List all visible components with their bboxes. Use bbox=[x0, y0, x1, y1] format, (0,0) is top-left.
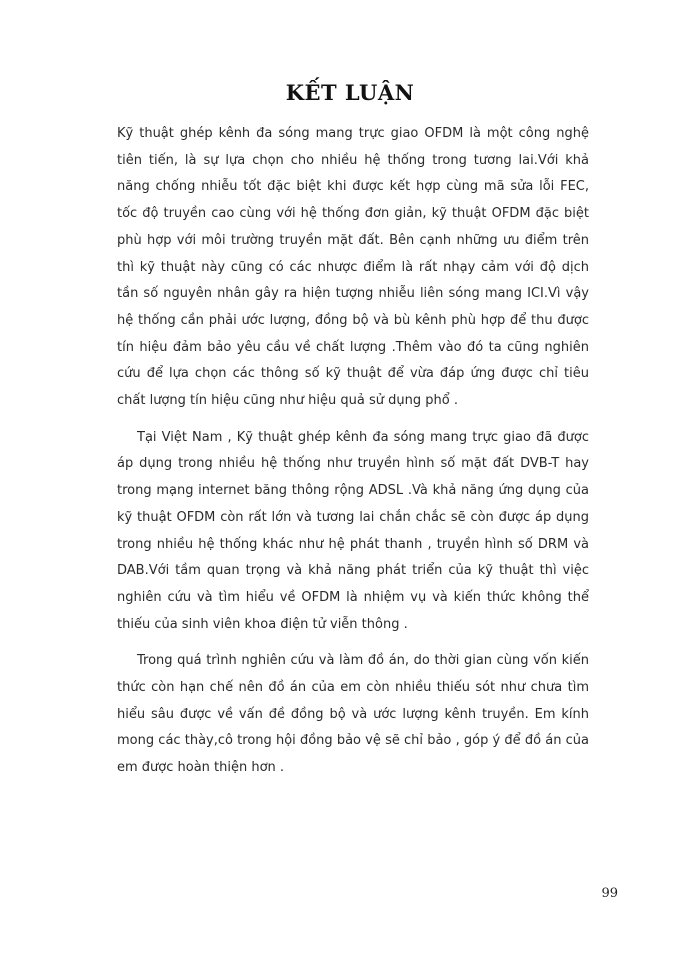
page-number: 99 bbox=[601, 886, 618, 901]
paragraph-conclusion-2: Tại Việt Nam , Kỹ thuật ghép kênh đa sóng mang trực giao đã được áp dụng trong nhiều hệ thống như truyền hình số mặt đất DVB-T hay trong mạng internet băng thông rộng ADSL .Và khả năng ứng dụng của kỹ thuật OFDM còn rất lớn và tương lai chắn chắc sẽ còn được áp dụng trong nhiều hệ thống khác như hệ phát thanh , truyền hình số DRM và DAB.Với tầm quan trọng và khả năng phát triển của kỹ thuật thì việc nghiên cứu và tìm hiểu về OFDM là nhiệm vụ và kiến thức không thể thiếu của sinh viên khoa điện tử viễn thông . bbox=[117, 429, 589, 632]
body-text bbox=[117, 121, 589, 782]
page-title: KẾT LUẬN bbox=[285, 80, 415, 105]
paragraph-conclusion-1: Kỹ thuật ghép kênh đa sóng mang trực giao OFDM là một công nghệ tiên tiến, là sự lựa chọn cho nhiều hệ thống trong tương lai.Với khả năng chống nhiễu tốt đặc biệt khi được kết hợp cùng mã sửa lỗi FEC, tốc độ truyền cao cùng với hệ thống đơn giản, kỹ thuật OFDM đặc biệt phù hợp với môi trường truyền mặt đất. Bên cạnh những ưu điểm trên thì kỹ thuật này cũng có các nhược điểm là rất nhạy cảm với độ dịch tần số nguyên nhân gây ra hiện tượng nhiễu liên sóng mang ICI.Vì vậy hệ thống cần phải ước lượng, đồng bộ và bù kênh phù hợp để thu được tín hiệu đảm bảo yêu cầu về chất lượng .Thêm vào đó ta cũng nghiên cứu để lựa chọn các thông số kỹ thuật để vừa đáp ứng được chỉ tiêu chất lượng tín hiệu cũng như hiệu quả sử dụng phổ . bbox=[117, 126, 589, 409]
paragraph-conclusion-3: Trong quá trình nghiên cứu và làm đồ án, do thời gian cùng vốn kiến thức còn hạn chế nên đồ án của em còn nhiều thiếu sót như chưa tìm hiểu sâu được về vấn đề đồng bộ và ước lượng kênh truyền. Em kính mong các thày,cô trong hội đồng bảo vệ sẽ chỉ bảo , góp ý để đồ án của em được hoàn thiện hơn . bbox=[117, 653, 589, 776]
